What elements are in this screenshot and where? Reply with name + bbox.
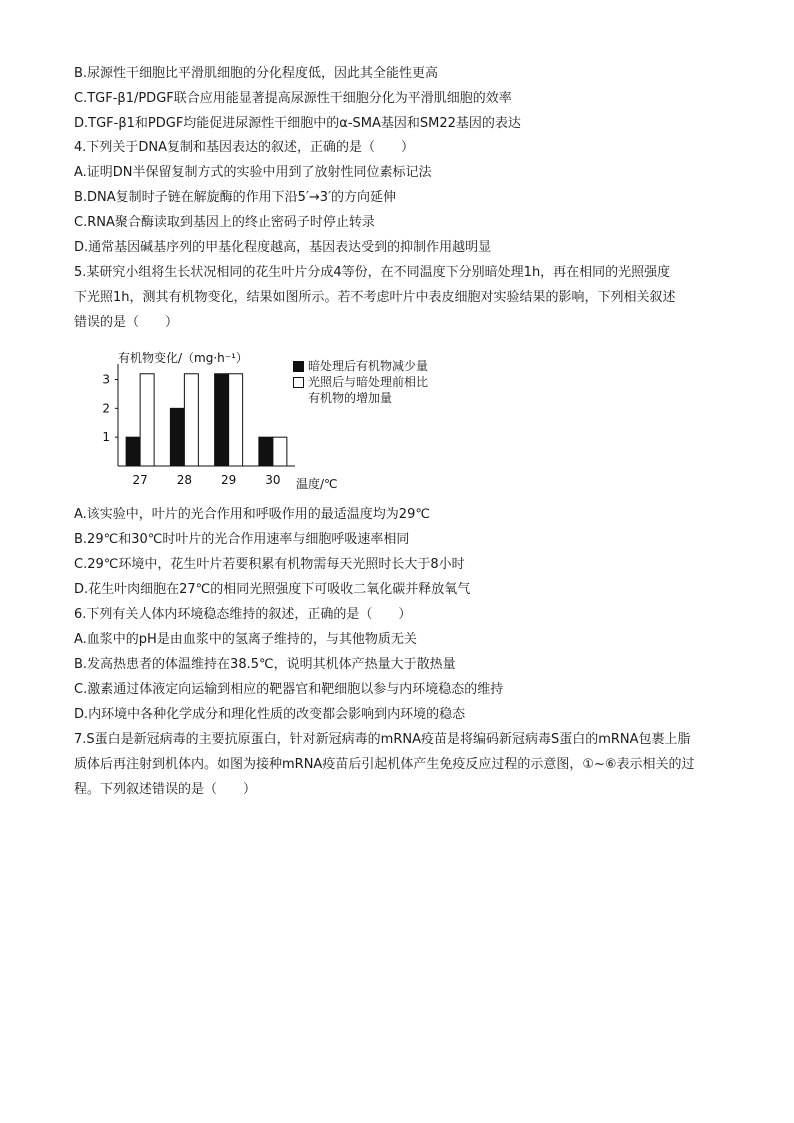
x-tick-label-27: 27 bbox=[132, 473, 148, 487]
bar-28-series-1 bbox=[184, 374, 198, 466]
option-d-q5: D.花生叶肉细胞在27℃的相同光照强度下可吸收二氧化碳并释放氧气 bbox=[74, 582, 471, 597]
bar-30-series-0 bbox=[259, 437, 273, 466]
option-b-q4: B.DNA复制时子链在解旋酶的作用下沿5′→3′的方向延伸 bbox=[74, 190, 397, 205]
legend-item-light bbox=[293, 374, 428, 406]
option-a-q5: A.该实验中，叶片的光合作用和呼吸作用的最适温度均为29℃ bbox=[74, 507, 430, 522]
question-7-stem-line2: 质体后再注射到机体内。如图为接种mRNA疫苗后引起机体产生免疫反应过程的示意图，①~⑥表示相关的过 bbox=[74, 757, 695, 772]
option-c-q6: C.激素通过体液定向运输到相应的靶器官和靶细胞以参与内环境稳态的维持 bbox=[74, 682, 504, 697]
option-b-q6: B.发高热患者的体温维持在38.5℃，说明其机体产热量大于散热量 bbox=[74, 657, 456, 672]
question-5-stem-line1: 5.某研究小组将生长状况相同的花生叶片分成4等份，在不同温度下分别暗处理1h，再在相同的光照强度 bbox=[74, 265, 671, 280]
bar-27-series-1 bbox=[140, 374, 154, 466]
x-tick-label-30: 30 bbox=[265, 473, 281, 487]
bar-29-series-0 bbox=[215, 374, 229, 466]
x-tick-label-29: 29 bbox=[220, 473, 237, 487]
option-d-q3: D.TGF-β1和PDGF均能促进尿源性干细胞中的α-SMA基因和SM22基因的表达 bbox=[74, 116, 521, 131]
x-axis-label: 温度/℃ bbox=[296, 477, 338, 491]
legend-swatch-white bbox=[293, 377, 304, 388]
option-c-q5: C.29℃环境中，花生叶片若要积累有机物需每天光照时长大于8小时 bbox=[74, 557, 465, 572]
x-tick-label-28: 28 bbox=[176, 473, 193, 487]
question-7-stem-line1: 7.S蛋白是新冠病毒的主要抗原蛋白，针对新冠病毒的mRNA疫苗是将编码新冠病毒S蛋白的mRNA包裹上脂 bbox=[74, 732, 691, 747]
option-d-q6: D.内环境中各种化学成分和理化性质的改变都会影响到内环境的稳态 bbox=[74, 707, 466, 722]
legend-swatch-black bbox=[293, 361, 304, 372]
y-tick-label-1: 2 bbox=[102, 401, 110, 416]
option-d-q4: D.通常基因碱基序列的甲基化程度越高，基因表达受到的抑制作用越明显 bbox=[74, 240, 492, 255]
option-a-q6: A.血浆中的pH是由血浆中的氢离子维持的，与其他物质无关 bbox=[74, 632, 417, 647]
bar-29-series-1 bbox=[229, 374, 243, 466]
question-5-stem-line2: 下光照1h，测其有机物变化，结果如图所示。若不考虑叶片中表皮细胞对实验结果的影响，下列相关叙述 bbox=[74, 290, 676, 305]
option-b-q3: B.尿源性干细胞比平滑肌细胞的分化程度低，因此其全能性更高 bbox=[74, 66, 439, 81]
question-5-stem-line3: 错误的是（ ） bbox=[74, 315, 179, 330]
option-a-q4: A.证明DN半保留复制方式的实验中用到了放射性同位素标记法 bbox=[74, 165, 432, 180]
legend-label-light: 光照后与暗处理前相比 有机物的增加量 bbox=[308, 375, 429, 405]
legend-item-dark bbox=[293, 358, 428, 374]
question-6-stem: 6.下列有关人体内环境稳态维持的叙述，正确的是（ ） bbox=[74, 607, 412, 622]
option-c-q3: C.TGF-β1/PDGF联合应用能显著提高尿源性干细胞分化为平滑肌细胞的效率 bbox=[74, 91, 512, 106]
y-tick-label-0: 1 bbox=[102, 430, 110, 445]
bar-27-series-0 bbox=[126, 437, 140, 466]
y-tick-label-2: 3 bbox=[102, 372, 110, 387]
chart-legend bbox=[293, 358, 428, 406]
bar-28-series-0 bbox=[170, 408, 184, 466]
option-b-q5: B.29℃和30℃时叶片的光合作用速率与细胞呼吸速率相同 bbox=[74, 532, 410, 547]
y-axis-label: 有机物变化/（mg·h⁻¹） bbox=[118, 351, 248, 365]
organic-matter-bar-chart bbox=[100, 348, 460, 498]
question-4-stem: 4.下列关于DNA复制和基因表达的叙述，正确的是（ ） bbox=[74, 140, 415, 155]
option-c-q4: C.RNA聚合酶读取到基因上的终止密码子时停止转录 bbox=[74, 215, 375, 230]
bar-30-series-1 bbox=[273, 437, 287, 466]
legend-label-dark: 暗处理后有机物减少量 bbox=[308, 359, 429, 373]
question-7-stem-line3: 程。下列叙述错误的是（ ） bbox=[74, 782, 257, 797]
